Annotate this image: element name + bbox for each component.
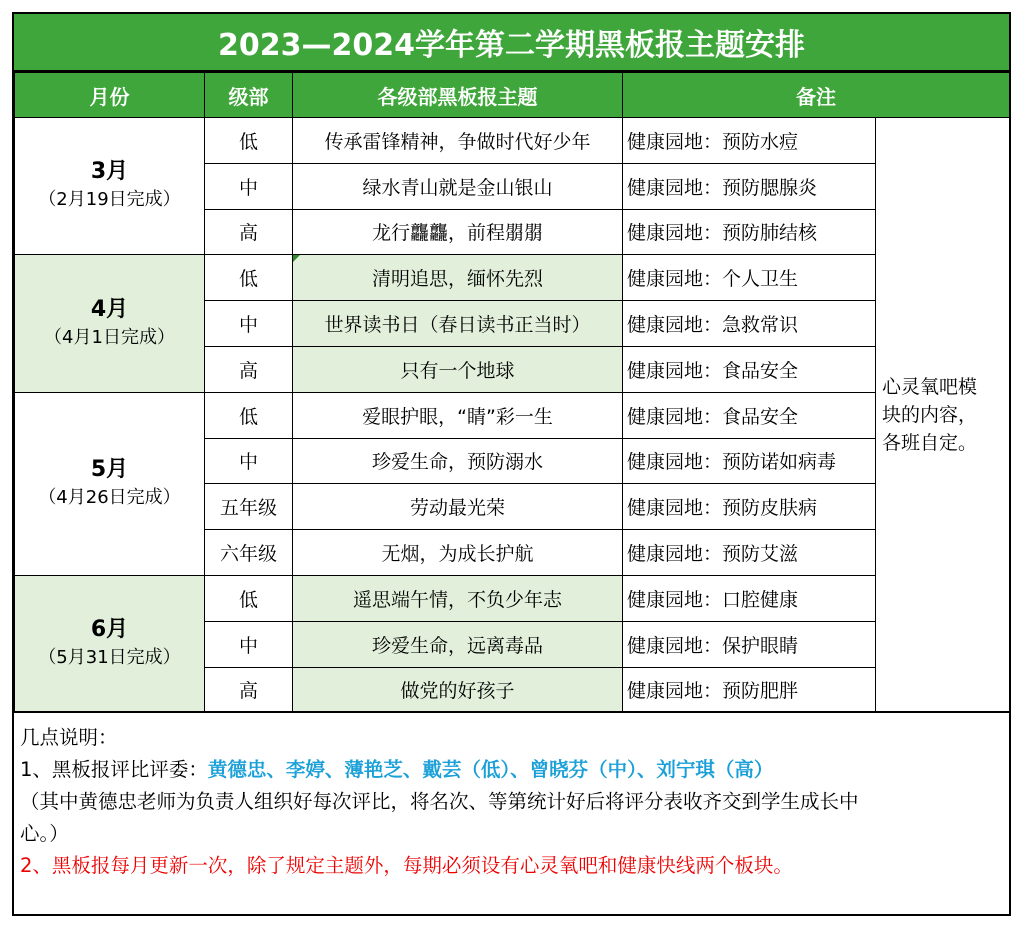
header-month: 月份 [15,73,205,118]
month-deadline: （5月31日完成） [38,647,181,669]
page-title: 2023—2024学年第二学期黑板报主题安排 [14,14,1009,72]
theme-cell: 珍爱生命，远离毒品 [293,621,623,667]
explanation-item-1 [20,754,1009,786]
grade-cell: 中 [205,438,293,484]
remark-line: 块的内容， [882,404,978,427]
month-deadline: （4月1日完成） [44,326,175,348]
theme-cell: 传承雷锋精神，争做时代好少年 [293,118,623,164]
explanation-detail-cont: 心。） [20,822,69,845]
explanation-section [14,711,1009,882]
remark-cell [876,118,1010,713]
grade-cell: 高 [205,346,293,392]
grade-cell: 低 [205,118,293,164]
theme-cell: 爱眼护眼，“睛”彩一生 [293,392,623,438]
explanation-detail: （其中黄德忠老师为负责人组织好每次评比，将名次、等第统计好后将评分表收齐交到学生成长中 [20,790,859,813]
grade-cell: 高 [205,667,293,713]
note-cell: 健康园地：口腔健康 [623,575,876,621]
note-cell: 健康园地：食品安全 [623,392,876,438]
note-cell: 健康园地：预防诺如病毒 [623,438,876,484]
theme-cell: 龙行龘龘，前程朤朤 [293,209,623,255]
theme-cell: 遥思端午情，不负少年志 [293,575,623,621]
note-cell: 健康园地：保护眼睛 [623,621,876,667]
judges-list: 黄德忠、李婷、薄艳芝、戴芸（低）、曾晓芬（中）、刘宁琪（高） [207,758,774,781]
note-cell: 健康园地：预防腮腺炎 [623,163,876,209]
theme-cell: 只有一个地球 [293,346,623,392]
grade-cell: 五年级 [205,484,293,530]
grade-cell: 低 [205,255,293,301]
grade-cell: 六年级 [205,530,293,576]
header-theme: 各级部黑板报主题 [293,73,623,118]
table-header-row [15,73,1010,118]
month-cell [15,118,205,255]
table-row [15,392,1010,438]
explanation-heading: 几点说明： [20,726,118,749]
theme-cell [293,255,623,301]
grade-cell: 中 [205,621,293,667]
table-row [15,575,1010,621]
grade-cell: 中 [205,301,293,347]
note-cell: 健康园地：预防皮肤病 [623,484,876,530]
grade-cell: 中 [205,163,293,209]
month-cell [15,255,205,392]
note-cell: 健康园地：个人卫生 [623,255,876,301]
header-grade: 级部 [205,73,293,118]
theme-cell: 世界读书日（春日读书正当时） [293,301,623,347]
grade-cell: 低 [205,575,293,621]
note-cell: 健康园地：急救常识 [623,301,876,347]
note-cell: 健康园地：预防水痘 [623,118,876,164]
schedule-sheet [12,12,1011,916]
judges-label: 1、黑板报评比评委： [20,758,208,781]
month-cell [15,575,205,712]
explanation-item-2: 2、黑板报每月更新一次，除了规定主题外，每期必须设有心灵氧吧和健康快线两个板块。 [20,854,793,877]
note-cell: 健康园地：预防肺结核 [623,209,876,255]
theme-cell: 无烟，为成长护航 [293,530,623,576]
month-name: 6月 [90,617,129,643]
theme-cell: 珍爱生命，预防溺水 [293,438,623,484]
month-deadline: （2月19日完成） [38,189,181,211]
note-cell: 健康园地：预防肥胖 [623,667,876,713]
table-row [15,255,1010,301]
month-deadline: （4月26日完成） [38,486,181,508]
note-cell: 健康园地：预防艾滋 [623,530,876,576]
header-note: 备注 [623,73,1010,118]
month-cell [15,392,205,575]
comment-marker [293,255,300,262]
grade-cell: 高 [205,209,293,255]
month-name: 5月 [90,456,129,482]
remark-line: 心灵氧吧模 [882,376,978,399]
note-cell: 健康园地：食品安全 [623,346,876,392]
table-row [15,118,1010,164]
month-name: 3月 [90,159,129,185]
grade-cell: 低 [205,392,293,438]
theme-cell: 劳动最光荣 [293,484,623,530]
theme-cell: 绿水青山就是金山银山 [293,163,623,209]
theme-text: 清明追思，缅怀先烈 [371,268,543,291]
theme-cell: 做党的好孩子 [293,667,623,713]
remark-line: 各班自定。 [882,432,978,455]
schedule-table [14,72,1010,713]
month-name: 4月 [90,296,129,322]
